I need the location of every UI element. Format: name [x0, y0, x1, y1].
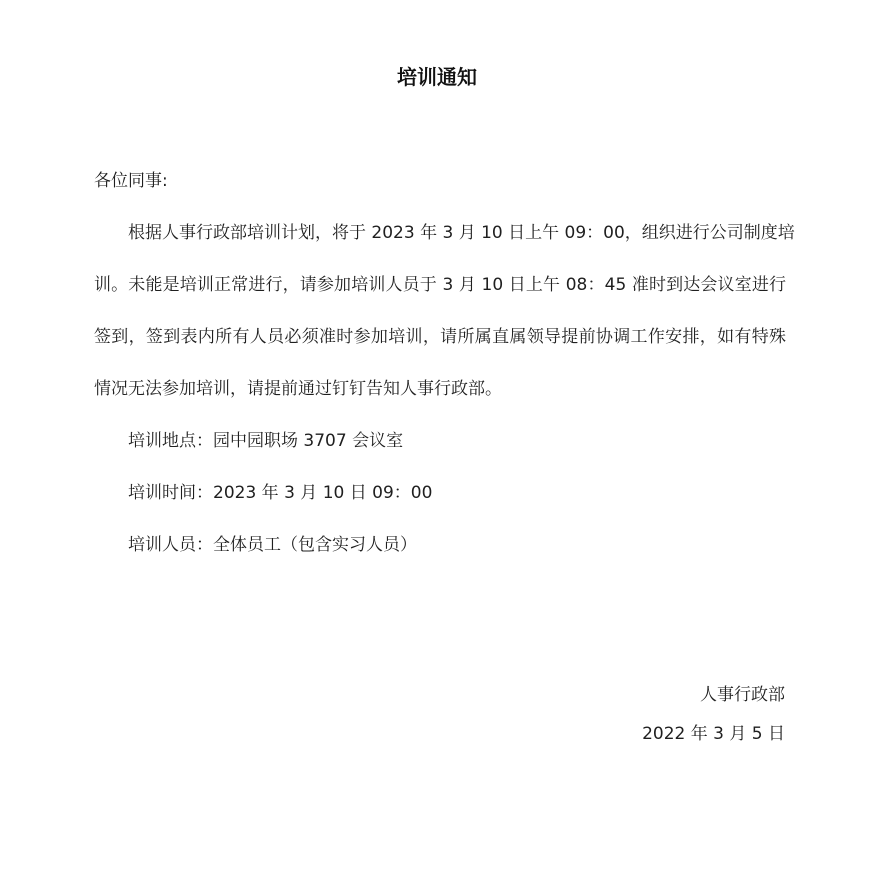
body-line-4: 情况无法参加培训，请提前通过钉钉告知人事行政部。	[94, 379, 502, 399]
training-time: 培训时间：2023 年 3 月 10 日 09：00	[128, 483, 433, 503]
salutation: 各位同事:	[94, 171, 168, 191]
body-line-3: 签到，签到表内所有人员必须准时参加培训，请所属直属领导提前协调工作安排，如有特殊	[94, 327, 786, 347]
document-title: 培训通知	[397, 65, 477, 89]
training-attendees: 培训人员：全体员工（包含实习人员）	[128, 535, 417, 555]
body-line-2: 训。未能是培训正常进行，请参加培训人员于 3 月 10 日上午 08：45 准时到达会议室进行	[94, 275, 786, 295]
signature-department: 人事行政部	[700, 685, 785, 705]
body-line-1: 根据人事行政部培训计划，将于 2023 年 3 月 10 日上午 09：00，组织进行公司制度培	[128, 223, 795, 243]
signature-date: 2022 年 3 月 5 日	[642, 724, 785, 744]
training-location: 培训地点：园中园职场 3707 会议室	[128, 431, 404, 451]
